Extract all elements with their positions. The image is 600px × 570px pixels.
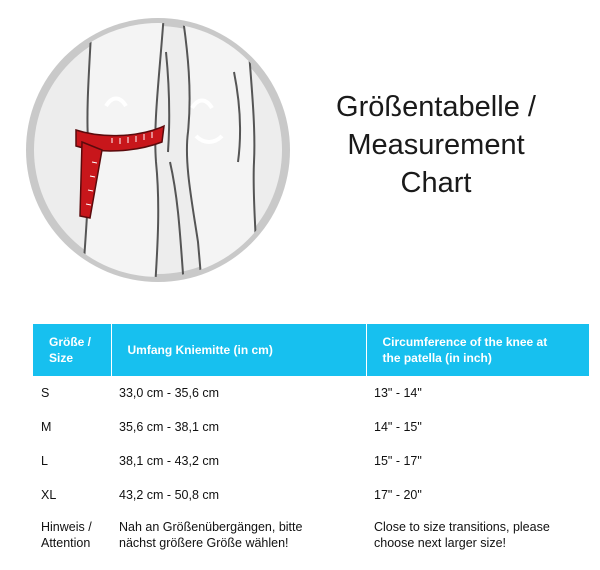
note-label: Hinweis / Attention xyxy=(41,520,92,550)
header-inch: Circumference of the knee at the patella (in inch) xyxy=(366,324,589,376)
note-de: Nah an Größenübergängen, bitte nächst größere Größe wählen! xyxy=(119,520,303,550)
inch-cell: 17" - 20" xyxy=(374,488,422,502)
size-table xyxy=(33,324,589,558)
header-cm: Umfang Kniemitte (in cm) xyxy=(111,324,366,376)
cm-cell: 43,2 cm - 50,8 cm xyxy=(119,488,220,502)
inch-cell: 13" - 14" xyxy=(374,386,422,400)
table-row xyxy=(33,444,589,478)
header-size: Größe / Size xyxy=(33,324,111,376)
table-row xyxy=(33,478,589,512)
size-cell: L xyxy=(41,454,48,468)
cm-cell: 38,1 cm - 43,2 cm xyxy=(119,454,220,468)
knee-measurement-illustration xyxy=(20,12,296,288)
table-header-row xyxy=(33,324,589,376)
size-cell: S xyxy=(41,386,50,400)
table-row xyxy=(33,376,589,410)
size-cell: XL xyxy=(41,488,57,502)
chart-title: Größentabelle / Measurement Chart xyxy=(336,91,536,199)
inch-cell: 14" - 15" xyxy=(374,420,422,434)
cm-cell: 35,6 cm - 38,1 cm xyxy=(119,420,220,434)
table-row xyxy=(33,410,589,444)
inch-cell: 15" - 17" xyxy=(374,454,422,468)
size-cell: M xyxy=(41,420,52,434)
cm-cell: 33,0 cm - 35,6 cm xyxy=(119,386,220,400)
note-row xyxy=(33,512,589,558)
note-en: Close to size transitions, please choose next larger size! xyxy=(374,520,550,550)
